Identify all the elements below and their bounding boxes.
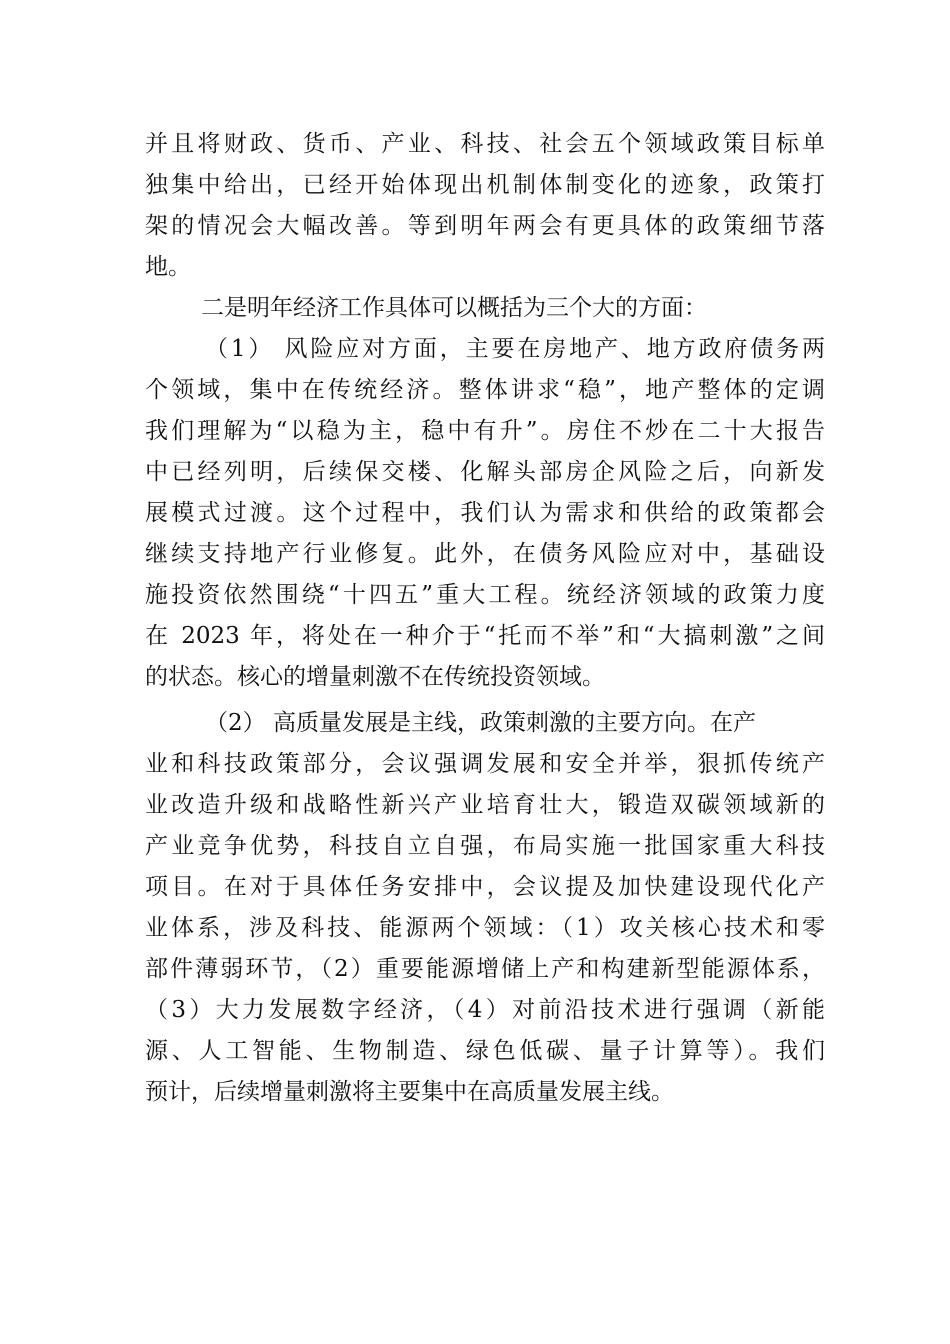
text-line: （3）大力发展数字经济，（4）对前沿技术进行强调（新能 — [145, 997, 825, 1023]
text-line: （1） 风险应对方面，主要在房地产、地方政府债务两 — [205, 336, 825, 362]
text-line: 个领域，集中在传统经济。整体讲求“稳”，地产整体的定调 — [145, 377, 825, 403]
text-line: 业改造升级和战略性新兴产业培育壮大，锻造双碳领域新的 — [145, 792, 825, 818]
body-text — [145, 124, 825, 1113]
text-line: 并且将财政、货币、产业、科技、社会五个领域政策目标单 — [145, 131, 825, 157]
text-line: 地。 — [145, 254, 191, 280]
text-line: 的状态。核心的增量刺激不在传统投资领域。 — [145, 664, 605, 690]
paragraph-high-quality-development — [145, 703, 825, 1113]
text-line: 源、人工智能、生物制造、绿色低碳、量子计算等）。我们 — [145, 1038, 825, 1064]
text-line: 我们理解为“以稳为主，稳中有升”。房住不炒在二十大报告 — [145, 418, 825, 444]
text-line: 独集中给出，已经开始体现出机制体制变化的迹象，政策打 — [145, 172, 825, 198]
text-line: 在 2023 年，将处在一种介于“托而不举”和“大搞刺激”之间 — [145, 623, 825, 649]
paragraph-policy-targets — [145, 124, 825, 288]
text-line: 继续支持地产行业修复。此外，在债务风险应对中，基础设 — [145, 541, 825, 567]
text-line: 中已经列明，后续保交楼、化解头部房企风险之后，向新发 — [145, 459, 825, 485]
text-line: （2） 高质量发展是主线，政策刺激的主要方向。在产 — [205, 710, 756, 736]
text-line: 二是明年经济工作具体可以概括为三个大的方面： — [201, 295, 707, 321]
paragraph-three-aspects — [145, 288, 825, 329]
text-line: 项目。在对于具体任务安排中，会议提及加快建设现代化产 — [145, 874, 825, 900]
text-line: 业和科技政策部分，会议强调发展和安全并举，狠抓传统产 — [145, 751, 825, 777]
text-line: 预计，后续增量刺激将主要集中在高质量发展主线。 — [145, 1079, 674, 1105]
paragraph-risk-response — [145, 329, 825, 698]
text-line: 施投资依然围绕“十四五”重大工程。统经济领域的政策力度 — [145, 582, 825, 608]
text-line: 架的情况会大幅改善。等到明年两会有更具体的政策细节落 — [145, 213, 825, 239]
text-line: 部件薄弱环节，（2）重要能源增储上产和构建新型能源体系， — [145, 956, 825, 982]
text-line: 产业竞争优势，科技自立自强，布局实施一批国家重大科技 — [145, 833, 825, 859]
text-line: 展模式过渡。这个过程中，我们认为需求和供给的政策都会 — [145, 500, 825, 526]
text-line: 业体系，涉及科技、能源两个领域：（1）攻关核心技术和零 — [145, 915, 825, 941]
